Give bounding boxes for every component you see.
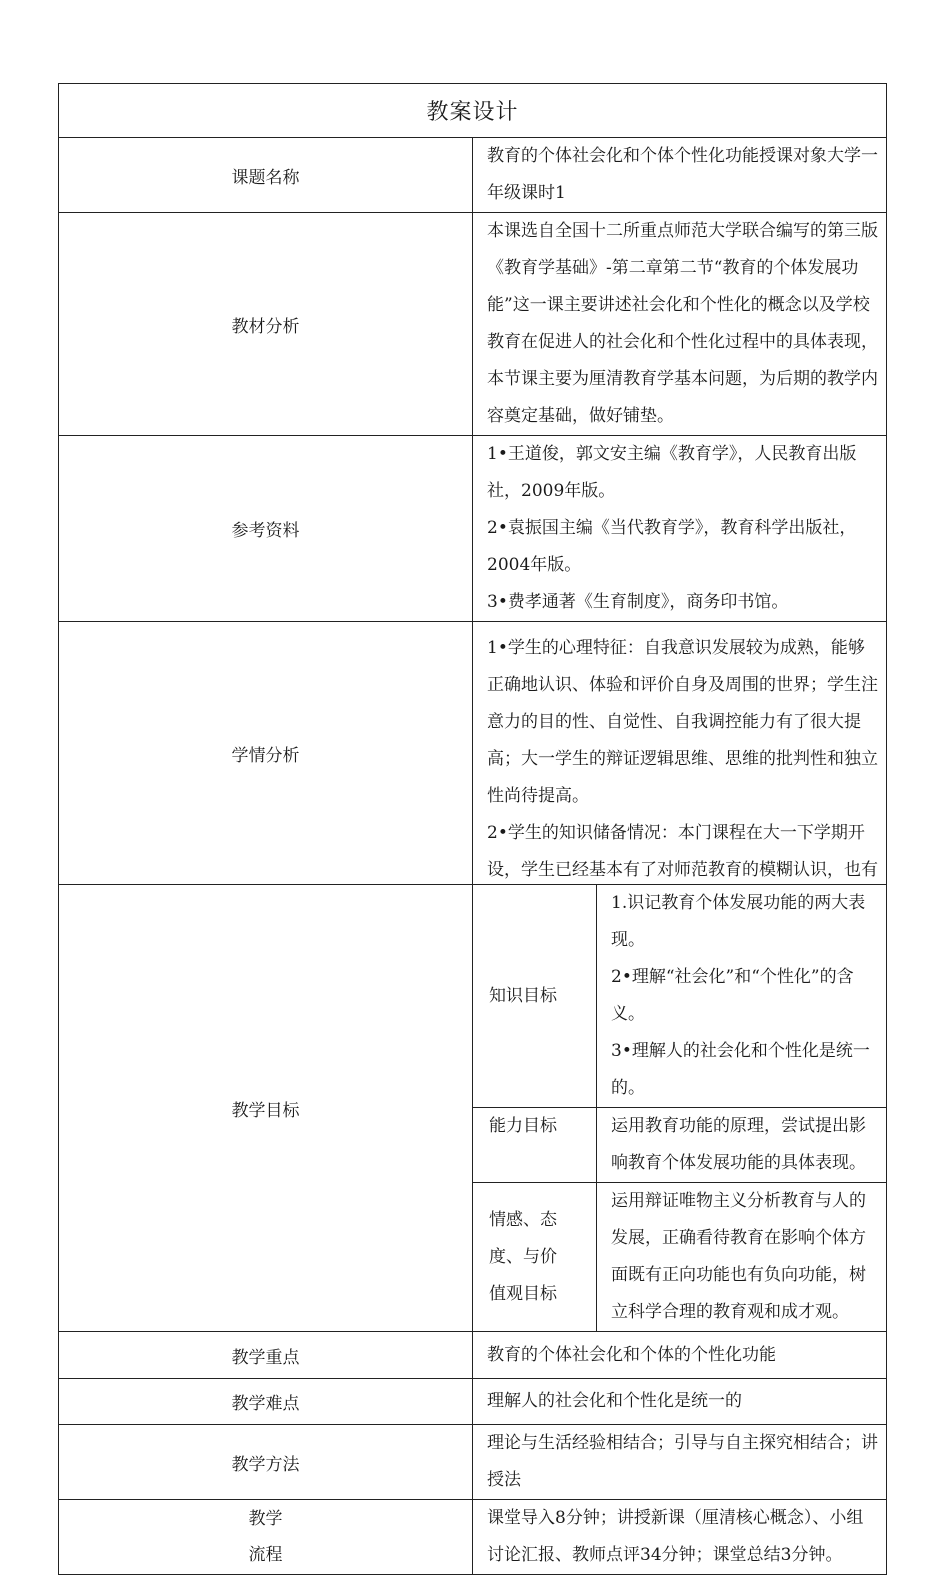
reference-item: 3•费孝通著《生育制度》，商务印书馆。 — [487, 592, 789, 612]
learner-analysis-text — [487, 630, 880, 884]
process-value: 课堂导入8分钟；讲授新课（厘清核心概念）、小组讨论汇报、教师点评34分钟；课堂总结3分钟。 — [473, 1500, 887, 1575]
objectives-subtable — [473, 885, 886, 1331]
emotion-objective-value: 运用辩证唯物主义分析教育与人的发展，正确看待教育在影响个体方面既有正向功能也有负向功能，树立科学合理的教育观和成才观。 — [597, 1183, 887, 1332]
topic-value: 教育的个体社会化和个体个性化功能授课对象大学一年级课时1 — [473, 138, 887, 213]
ability-objective-label: 能力目标 — [473, 1108, 597, 1183]
process-label — [59, 1500, 473, 1575]
document-title: 教案设计 — [59, 84, 887, 138]
references-list — [473, 436, 887, 622]
key-points-value: 教育的个体社会化和个体的个性化功能 — [473, 1332, 887, 1379]
process-label-line: 流程 — [248, 1545, 283, 1565]
lesson-plan-table — [58, 83, 887, 1575]
objectives-label: 教学目标 — [59, 885, 473, 1332]
knowledge-objective-list — [597, 885, 887, 1108]
methods-label: 教学方法 — [59, 1425, 473, 1500]
emotion-objective-label — [473, 1183, 597, 1332]
methods-value: 理论与生活经验相结合；引导与自主探究相结合；讲授法 — [473, 1425, 887, 1500]
lesson-plan-document — [58, 83, 887, 1575]
knowledge-objective-label: 知识目标 — [473, 885, 597, 1108]
learner-paragraph: 1•学生的心理特征：自我意识发展较为成熟，能够正确地认识、体验和评价自身及周围的世界；学生注意力的目的性、自觉性、自我调控能力有了很大提高；大一学生的辩证逻辑思维、思维的批判性和独立性尚待提高。 — [487, 638, 878, 806]
learner-paragraph: 2•学生的知识储备情况：本门课程在大一下学期开设，学生已经基本有了对师范教育的模糊认识，也有 — [487, 823, 878, 880]
knowledge-item: 2•理解“社会化”和“个性化”的含义。 — [611, 967, 854, 1024]
process-label-line: 教学 — [248, 1509, 283, 1529]
reference-item: 1•王道俊，郭文安主编《教育学》，人民教育出版社，2009年版。 — [487, 444, 857, 501]
ability-objective-value: 运用教育功能的原理，尝试提出影响教育个体发展功能的具体表现。 — [597, 1108, 887, 1183]
key-points-label: 教学重点 — [59, 1332, 473, 1379]
reference-item: 2•袁振国主编《当代教育学》，教育科学出版社，2004年版。 — [487, 518, 857, 575]
emotion-label-line: 值观目标 — [489, 1283, 557, 1304]
material-analysis-label: 教材分析 — [59, 213, 473, 436]
references-label: 参考资料 — [59, 436, 473, 622]
knowledge-item: 1.识记教育个体发展功能的两大表现。 — [611, 893, 866, 950]
learner-analysis-label: 学情分析 — [59, 622, 473, 885]
emotion-label-line: 度、与价 — [489, 1246, 557, 1267]
material-analysis-value: 本课选自全国十二所重点师范大学联合编写的第三版《教育学基础》-第二章第二节“教育的个体发展功能”这一课主要讲述社会化和个性化的概念以及学校教育在促进人的社会化和个性化过程中的具体表现，本节课主要为厘清教育学基本问题，为后期的教学内容奠定基础，做好铺垫。 — [473, 213, 887, 436]
difficulties-value: 理解人的社会化和个性化是统一的 — [473, 1379, 887, 1425]
topic-label: 课题名称 — [59, 138, 473, 213]
knowledge-item: 3•理解人的社会化和个性化是统一的。 — [611, 1041, 870, 1098]
emotion-label-line: 情感、态 — [489, 1209, 557, 1230]
difficulties-label: 教学难点 — [59, 1379, 473, 1425]
objectives-cell — [473, 885, 887, 1332]
learner-analysis-cell — [473, 622, 887, 885]
